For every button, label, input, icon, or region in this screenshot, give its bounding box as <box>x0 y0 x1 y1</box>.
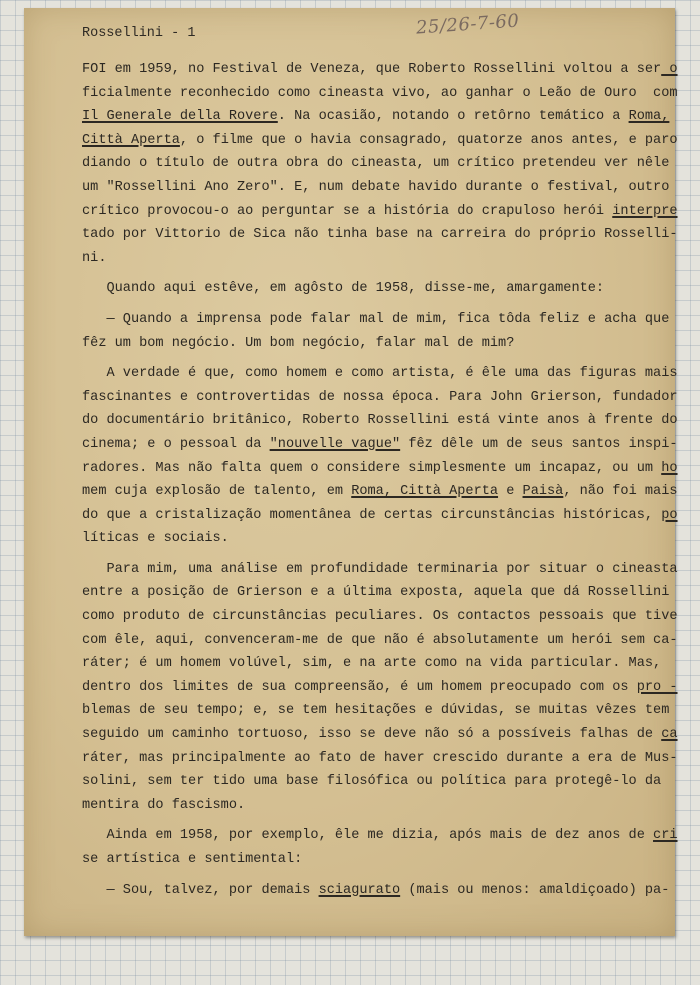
text-line: Ainda em 1958, por exemplo, êle me dizia, após mais de dez anos de cri <box>82 828 678 844</box>
text-line: do que a cristalização momentânea de certas circunstâncias históricas, po <box>82 507 678 523</box>
text-line: radores. Mas não falta quem o considere simplesmente um incapaz, ou um ho <box>82 460 678 476</box>
text-line: A verdade é que, como homem e como artista, é êle uma das figuras mais <box>82 366 678 382</box>
body-text <box>82 58 678 909</box>
text-line: líticas e sociais. <box>82 531 229 547</box>
text-line: diando o título de outra obra do cineasta, um crítico pretendeu ver nêle <box>82 156 670 172</box>
text-line: crítico provocou-o ao perguntar se a história do crapuloso herói interpre <box>82 203 678 219</box>
paragraph-gap <box>82 355 674 362</box>
paragraph-gap <box>82 872 674 879</box>
paragraph-gap <box>82 551 674 558</box>
text-line: como produto de circunstâncias peculiares. Os contactos pessoais que tive <box>82 609 678 625</box>
text-line: ráter, mas principalmente ao fato de haver crescido durante a era de Mus- <box>82 750 678 766</box>
text-line: FOI em 1959, no Festival de Veneza, que Roberto Rossellini voltou a ser o <box>82 62 678 77</box>
text-line: Quando aqui estêve, em agôsto de 1958, disse-me, amargamente: <box>82 281 605 297</box>
text-line: Città Aperta, o filme que o havia consagrado, quatorze anos antes, e paro <box>82 132 678 148</box>
text-line: ni. <box>82 250 107 266</box>
paragraph-gap <box>82 817 674 824</box>
text-line: mem cuja explosão de talento, em Roma, Città Aperta e Paisà, não foi mais <box>82 484 678 500</box>
text-line: ráter; é um homem volúvel, sim, e na arte como na vida particular. Mas, <box>82 656 662 672</box>
paragraph-gap <box>82 301 674 308</box>
paragraph-gap <box>82 270 674 277</box>
text-line: seguido um caminho tortuoso, isso se deve não só a possíveis falhas de ca <box>82 727 678 743</box>
text-line: mentira do fascismo. <box>82 797 246 813</box>
text-line: solini, sem ter tido uma base filosófica ou política para protegê-lo da <box>82 774 662 790</box>
text-line: tado por Vittorio de Sica não tinha base na carreira do próprio Rosselli- <box>82 227 678 243</box>
typewritten-page <box>24 8 678 936</box>
text-line: blemas de seu tempo; e, se tem hesitações e dúvidas, se muitas vêzes tem <box>82 703 670 719</box>
text-line: — Quando a imprensa pode falar mal de mim, fica tôda feliz e acha que <box>82 311 670 327</box>
page-header: Rossellini - 1 <box>82 26 196 41</box>
text-line: Para mim, uma análise em profundidade terminaria por situar o cineasta <box>82 561 678 577</box>
text-line: cinema; e o pessoal da "nouvelle vague" fêz dêle um de seus santos inspi- <box>82 436 678 452</box>
paragraph-gap <box>82 902 674 909</box>
text-line: se artística e sentimental: <box>82 852 303 867</box>
text-line: entre a posição de Grierson e a última exposta, aquela que dá Rossellini <box>82 585 670 601</box>
text-line: ficialmente reconhecido como cineasta vivo, ao ganhar o Leão de Ouro com <box>82 85 678 101</box>
text-line: fascinantes e controvertidas de nossa época. Para John Grierson, fundador <box>82 389 678 405</box>
text-line: com êle, aqui, convenceram-me de que não é absolutamente um herói sem ca- <box>82 632 678 648</box>
text-line: do documentário britânico, Roberto Rossellini está vinte anos à frente do <box>82 413 678 429</box>
handwritten-date: 25/26-7-60 <box>415 10 521 39</box>
text-line: dentro dos limites de sua compreensão, é um homem preocupado com os pro - <box>82 679 678 695</box>
text-line: fêz um bom negócio. Um bom negócio, falar mal de mim? <box>82 335 515 351</box>
text-line: — Sou, talvez, por demais sciagurato (mais ou menos: amaldiçoado) pa- <box>82 882 670 898</box>
text-line: Il Generale della Rovere. Na ocasião, notando o retôrno temático a Roma, <box>82 109 670 125</box>
text-line: um "Rossellini Ano Zero". E, num debate havido durante o festival, outro <box>82 179 670 195</box>
